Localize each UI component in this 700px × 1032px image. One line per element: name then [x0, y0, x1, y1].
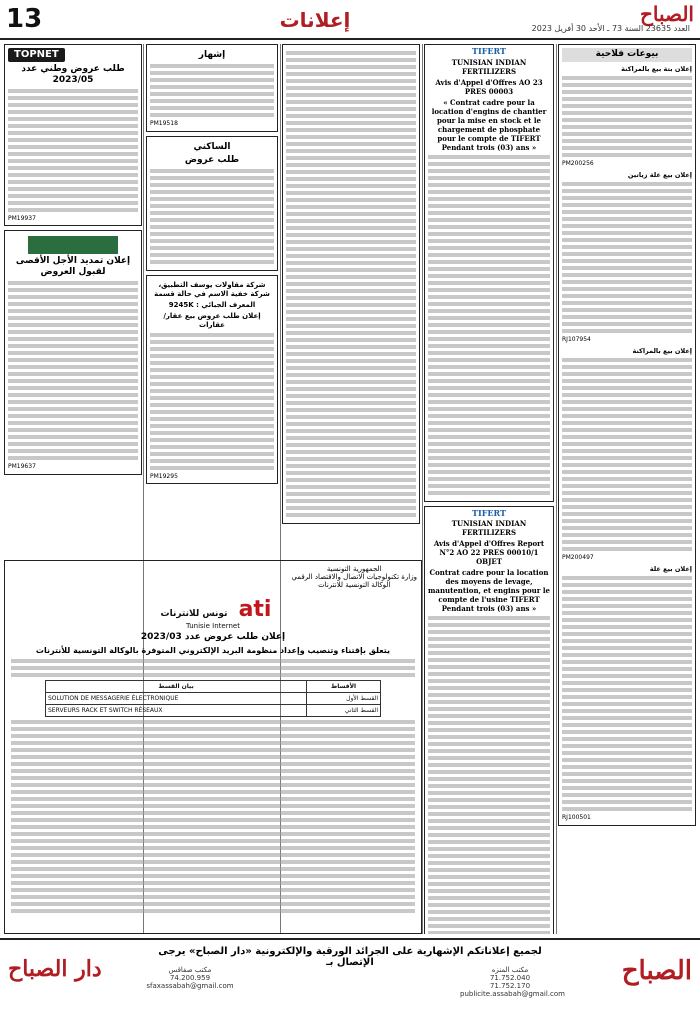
agricultural-sales-column [558, 44, 696, 934]
ati-ministry-line1: الجمهورية التونسية [326, 565, 382, 573]
topnet-ad [4, 44, 142, 226]
notices-column [146, 44, 278, 544]
tifert-lead-2: Contrat cadre pour la location des moyens de levage, manutention, et engins pour le compte de l'usine TIFERT Pendant trois (03) ans » [428, 568, 551, 613]
tifert-title-1b: Avis d'Appel d'Offres AO 23 PRES 00003 [435, 77, 543, 96]
notice-ishhar-ref: PM19518 [150, 120, 178, 127]
ati-lots-table [45, 680, 381, 717]
agri-sub-4: إعلان بيع غلة [649, 564, 692, 573]
agri-sub-1: إعلان بتة بيع بالمراكنة [621, 64, 692, 73]
agri-sub-2: إعلان بيع غلة زياتين [627, 170, 692, 179]
table-cell: SOLUTION DE MESSAGERIE ÉLECTRONIQUE [46, 693, 307, 705]
agri-title: بيوعات فلاحية [562, 48, 692, 62]
ati-table-wrap [5, 680, 421, 717]
cm-logo [28, 236, 118, 254]
page-number: 13 [6, 4, 43, 34]
ati-ministry-line2: وزارة تكنولوجيات الاتصال والاقتصاد الرقمي [291, 573, 417, 581]
agri-ref-1: PM200256 [562, 160, 594, 167]
notice-sakni-text [150, 169, 274, 264]
footer-office-1 [460, 966, 565, 998]
ati-logo-fr: Tunisie Internet [186, 622, 240, 630]
footer-fax: 74.200.959 [169, 974, 211, 982]
footer-phone-2: 71.752.170 [489, 982, 531, 990]
tifert-title-2a: TUNISIAN INDIAN FERTILIZERS [451, 519, 527, 537]
ati-title: إعلان طلب عروض عدد 2023/03 [140, 632, 286, 642]
agri-ref-2: RJ107954 [562, 336, 591, 343]
cm-ad [4, 230, 142, 475]
cm-text [8, 281, 138, 460]
notice-sakni-title: الساكني [193, 141, 231, 152]
tifert-lead-1: « Contrat cadre pour la location d'engins de chantier pour la mise en stock et le chargement de phosphate pour le compte de TIFERT Pendant trois (03) ans » [431, 97, 547, 152]
agri-box [558, 44, 696, 826]
legal-notice-box [282, 44, 420, 524]
notice-ishhar-title: إشهار [198, 50, 226, 60]
topnet-text [8, 89, 138, 212]
footer-office-2-name: مكتب صفاقس [168, 966, 212, 974]
table-cell: SERVEURS RACK ET SWITCH RÉSEAUX [46, 705, 307, 717]
notice-ishhar-text [150, 64, 274, 117]
page-header [0, 0, 700, 40]
cm-title: إعلان تمديد الأجل الأقصى لقبول العروض [15, 256, 131, 277]
footer-email-2[interactable]: sfaxassabah@gmail.com [146, 982, 234, 990]
ati-ministry [291, 565, 417, 589]
ati-ad [4, 560, 422, 934]
tifert-tender-1 [424, 44, 554, 502]
tifert-body-1 [428, 155, 550, 495]
dateline: العدد 23635 السنة 73 ـ الأحد 30 أفريل 2023 [531, 24, 690, 33]
tifert-logo-2: TIFERT [472, 507, 506, 518]
topnet-logo: TOPNET [8, 48, 65, 62]
footer-contacts [140, 966, 565, 998]
footer-email-1[interactable]: publicite.assabah@gmail.com [460, 990, 565, 998]
footer-office-1-name: مكتب المنزه [491, 966, 529, 974]
ati-subtitle: يتعلق بإقتناء وتنصيب وإعداد منظومة البريد الإلكتروني المتوفرة بالوكالة التونسية للأنترنات [35, 646, 391, 655]
ati-logo: ati [238, 597, 272, 622]
notice-company-text [150, 333, 274, 470]
footer-logo: الصباح [621, 956, 692, 986]
notice-sakni [146, 136, 278, 271]
table-cell: القسط الثاني [307, 705, 381, 717]
notice-company-taxid: المعرف الجبائي : 9245K [168, 300, 256, 309]
notice-sakni-subtitle: طلب عروض [184, 154, 240, 165]
notice-company-ref: PM19295 [150, 472, 178, 480]
footer-banner: لجميع إعلاناتكم الإشهارية على الجرائد الورقية والإلكترونية «دار الصباح» يرجى الإتصال بـ [158, 946, 542, 968]
notice-company [146, 275, 278, 485]
tifert-tender-2 [424, 506, 554, 935]
topnet-ref: PM19937 [8, 214, 36, 222]
ati-agency: الوكالة التونسية للانترنات [318, 581, 391, 589]
agri-text-4 [562, 576, 692, 811]
topnet-column [4, 44, 142, 544]
cm-ref: PM19637 [8, 463, 36, 470]
newspaper-logo: الصباح [639, 2, 694, 26]
section-title: إعلانات [279, 8, 351, 32]
masthead [444, 2, 694, 34]
legal-notice-column [282, 44, 420, 544]
footer-logo-2: دار الصباح [8, 956, 102, 982]
footer-office-2 [140, 966, 240, 998]
agri-sub-3: إعلان بيع بالمراكنة [632, 346, 692, 355]
ati-logo-block [5, 597, 421, 630]
ati-logo-ar: تونس للانترنات [160, 609, 228, 619]
legal-notice-text [286, 51, 416, 517]
table-header: الأقساط [307, 681, 381, 693]
table-header: بيان القسط [46, 681, 307, 693]
topnet-title: طلب عروض وطني عدد 2023/05 [21, 63, 125, 85]
tifert-body-2 [428, 616, 550, 934]
footer-phone-1: 71.752.040 [489, 974, 531, 982]
table-row [46, 693, 381, 705]
notice-company-title: شركة مقاولات يوسف التطبيق، شركة خفية الاسم في حالة قسمة [154, 280, 270, 298]
tifert-column [424, 44, 554, 934]
notice-ishhar [146, 44, 278, 132]
agri-ref-3: PM200497 [562, 554, 594, 561]
tifert-logo-1: TIFERT [472, 46, 506, 56]
tifert-title-1a: TUNISIAN INDIAN FERTILIZERS [451, 57, 527, 76]
agri-text-1 [562, 76, 692, 157]
ati-body-text [5, 720, 421, 913]
table-header-row [46, 681, 381, 693]
tifert-title-2b: Avis d'Appel d'Offres Report N°2 AO 22 PRES 00010/1 OBJET [433, 539, 545, 566]
table-row [46, 705, 381, 717]
notice-company-subtitle: إعلان طلب عروض بيع عقار/ عقارات [163, 311, 261, 329]
table-cell: القسط الأول [307, 693, 381, 705]
agri-ref-4: RJ100501 [562, 814, 591, 821]
page-footer [0, 938, 700, 1032]
ati-intro-text [5, 659, 421, 677]
agri-text-3 [562, 358, 692, 551]
agri-text-2 [562, 182, 692, 333]
